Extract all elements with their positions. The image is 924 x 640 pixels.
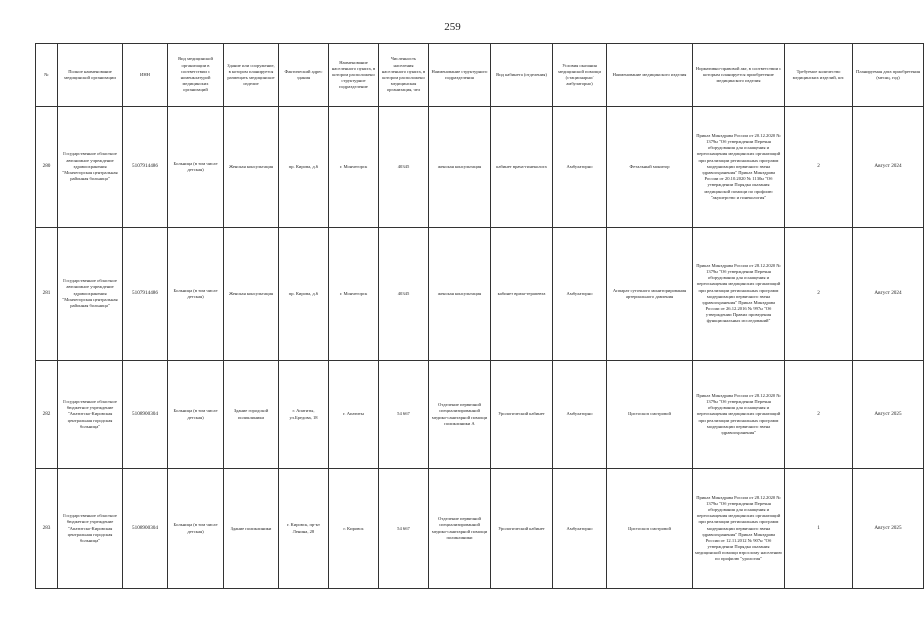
device: Аппарат суточного мониторирования артериального давления: [607, 227, 693, 360]
legal-act: Приказ Минздрава России от 28.12.2020 № 1379н "Об утверждении Перечня оборудования для оснащения и переоснащения медицинских организаций при реализации региональных программ модернизации первичного звена здравоохранения": [693, 360, 785, 469]
org-name: Государственное областное бюджетное учреждение "Апатитско-Кировская центральная городская больница": [58, 360, 123, 469]
row-number: 282: [36, 360, 58, 469]
inn: 5107914486: [123, 107, 168, 228]
legal-act: Приказ Минздрава России от 28.12.2020 № 1379н "Об утверждении Перечня оборудования для оснащения и переоснащения медицинских организаций при реализации региональных программ модернизации первичного звена здравоохранения" Приказ Минздрава России от 26.12.2016 № 997н "Об утверждении Правил проведения функциональных исследований": [693, 227, 785, 360]
row-number: 283: [36, 469, 58, 589]
inn: 5107914486: [123, 227, 168, 360]
device: Цистоскоп смотровой: [607, 360, 693, 469]
building: Здание поликлиники: [224, 469, 279, 589]
cabinet: кабинет врача-гинеколога: [491, 107, 553, 228]
inn: 5108900304: [123, 360, 168, 469]
address: пр. Кирова, д.6: [279, 107, 329, 228]
unit: Отделение первичной специализированной медико-санитарной помощи поликлиники А: [429, 360, 491, 469]
header-cell: ИНН: [123, 44, 168, 107]
quantity: 2: [785, 227, 853, 360]
table-row: [36, 107, 924, 228]
header-row: [36, 44, 924, 107]
settlement: г. Апатиты: [329, 360, 379, 469]
building: Женская консультация: [224, 227, 279, 360]
conditions: Амбулаторно: [553, 469, 607, 589]
header-cell: №: [36, 44, 58, 107]
conditions: Амбулаторно: [553, 107, 607, 228]
row-number: 281: [36, 227, 58, 360]
address: г. Кировск, пр-кт Ленина, 28: [279, 469, 329, 589]
equipment-table: [35, 43, 924, 589]
population: 40345: [379, 227, 429, 360]
inn: 5108900304: [123, 469, 168, 589]
row-number: 280: [36, 107, 58, 228]
legal-act: Приказ Минздрава России от 20.12.2020 № 1379н "Об утверждении Перечня оборудования для оснащения и переоснащения медицинских организаций при реализации региональных программ модернизации первичного звена здравоохранения" Приказ Минздрава России от 20.10.2020 № 1130н "Об утверждении Порядка оказания медицинской помощи по профилю "акушерство и гинекология": [693, 107, 785, 228]
table-row: [36, 227, 924, 360]
org-name: Государственное областное автономное учреждение здравоохранения "Мончегорская центральная районная больница": [58, 227, 123, 360]
header-cell: Здание или сооружение, в котором планируется размещать медицинское изделие: [224, 44, 279, 107]
building: Здание городской поликлиники: [224, 360, 279, 469]
cabinet: Урологический кабинет: [491, 360, 553, 469]
cabinet: кабинет врача-терапевта: [491, 227, 553, 360]
org-name: Государственное областное автономное учреждение здравоохранения "Мончегорская центральная районная больница": [58, 107, 123, 228]
org-type: Больница (в том числе детская): [168, 360, 224, 469]
settlement: г. Кировск: [329, 469, 379, 589]
population: 54 667: [379, 360, 429, 469]
header-cell: Наименование медицинского изделия: [607, 44, 693, 107]
address: пр. Кирова, д.6: [279, 227, 329, 360]
conditions: Амбулаторно: [553, 360, 607, 469]
org-type: Больница (в том числе детская): [168, 107, 224, 228]
building: Женская консультация: [224, 107, 279, 228]
address: г. Апатиты, ул.Бредова, 18: [279, 360, 329, 469]
header-cell: Фактический адрес здания: [279, 44, 329, 107]
quantity: 2: [785, 107, 853, 228]
settlement: г. Мончегорск: [329, 227, 379, 360]
org-name: Государственное областное бюджетное учреждение "Апатитско-Кировская центральная городская больница": [58, 469, 123, 589]
population: 54 667: [379, 469, 429, 589]
header-cell: Требуемое количество медицинских изделий, шт.: [785, 44, 853, 107]
device: Фетальный монитор: [607, 107, 693, 228]
header-cell: Нормативно-правовой акт, в соответствии с которым планируется приобретение медицинского изделия: [693, 44, 785, 107]
device: Цистоскоп смотровой: [607, 469, 693, 589]
unit: женская консультация: [429, 227, 491, 360]
header-cell: Наименование населенного пункта, в котором расположено структурное подразделение: [329, 44, 379, 107]
planned-date: Август 2025: [853, 360, 924, 469]
conditions: Амбулаторно: [553, 227, 607, 360]
header-cell: Условия оказания медицинской помощи (стационарно/амбулаторно): [553, 44, 607, 107]
header-cell: Численность населения населенного пункта, в котором расположено медицинская организация, чел: [379, 44, 429, 107]
header-cell: Вид кабинета (отделения): [491, 44, 553, 107]
population: 40345: [379, 107, 429, 228]
table-row: [36, 360, 924, 469]
header-cell: Вид медицинской организации в соответствии с номенклатурой медицинских организаций: [168, 44, 224, 107]
legal-act: Приказ Минздрава России от 28.12.2020 № 1379н "Об утверждении Перечня оборудования для оснащения и переоснащения медицинских организаций при реализации региональных программ модернизации первичного звена здравоохранения" Приказ Минздрава России от 12.11.2012 № 907н "Об утверждении Порядка оказания медицинской помощи взрослому населению по профилю "урология": [693, 469, 785, 589]
planned-date: Август 2025: [853, 469, 924, 589]
header-cell: Наименование структурного подразделения: [429, 44, 491, 107]
unit: Отделение первичной специализированной медико-санитарной помощи поликлиники: [429, 469, 491, 589]
org-type: Больница (в том числе детская): [168, 227, 224, 360]
quantity: 1: [785, 469, 853, 589]
quantity: 2: [785, 360, 853, 469]
page-number: 259: [444, 21, 461, 33]
settlement: г. Мончегорск: [329, 107, 379, 228]
table-row: [36, 469, 924, 589]
org-type: Больница (в том числе детская): [168, 469, 224, 589]
planned-date: Август 2024: [853, 227, 924, 360]
header-cell: Полное наименование медицинской организации: [58, 44, 123, 107]
planned-date: Август 2024: [853, 107, 924, 228]
cabinet: Урологический кабинет: [491, 469, 553, 589]
header-cell: Планируемая дата приобретения (месяц, год): [853, 44, 924, 107]
unit: женская консультация: [429, 107, 491, 228]
